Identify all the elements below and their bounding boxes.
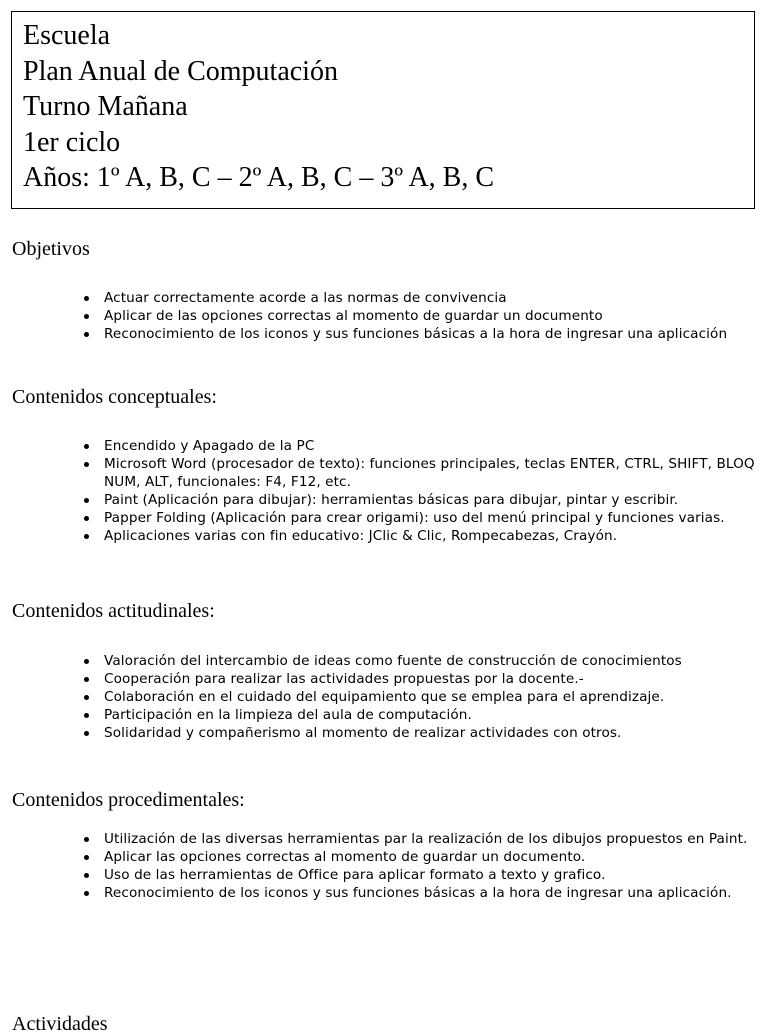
list-item: Solidaridad y compañerismo al momento de realizar actividades con otros. <box>0 724 768 742</box>
plan-title: Plan Anual de Computación <box>23 55 338 87</box>
list-item: Aplicar las opciones correctas al momento de guardar un documento. <box>0 848 768 866</box>
section-title-procedimentales: Contenidos procedimentales: <box>12 789 245 811</box>
list-item: Colaboración en el cuidado del equipamiento que se emplea para el aprendizaje. <box>0 688 768 706</box>
list-item: Aplicar de las opciones correctas al momento de guardar un documento <box>0 307 768 325</box>
list-item: Paint (Aplicación para dibujar): herramientas básicas para dibujar, pintar y escribir. <box>0 491 768 509</box>
list-item: Reconocimiento de los iconos y sus funciones básicas a la hora de ingresar una aplicación. <box>0 884 768 902</box>
cycle-label: 1er ciclo <box>23 126 121 158</box>
school-label: Escuela <box>23 20 111 51</box>
list-item: Cooperación para realizar las actividades propuestas por la docente.- <box>0 670 768 688</box>
list-item: Aplicaciones varias con fin educativo: JClic & Clic, Rompecabezas, Crayón. <box>0 527 768 545</box>
list-item: Microsoft Word (procesador de texto): funciones principales, teclas ENTER, CTRL, SHIFT, BLOQ NUM, ALT, funcionales: F4, F12, etc. <box>0 455 768 491</box>
list-item: Papper Folding (Aplicación para crear origami): uso del menú principal y funciones varias. <box>0 509 768 527</box>
list-item: Uso de las herramientas de Office para aplicar formato a texto y grafico. <box>0 866 768 884</box>
conceptuales-list <box>0 437 768 545</box>
list-item: Reconocimiento de los iconos y sus funciones básicas a la hora de ingresar una aplicación <box>0 325 768 343</box>
shift-label: Turno Mañana <box>23 91 188 122</box>
list-item: Actuar correctamente acorde a las normas de convivencia <box>0 289 768 307</box>
objetivos-list <box>0 289 768 343</box>
years-label: Años: 1º A, B, C – 2º A, B, C – 3º A, B, C <box>23 162 495 193</box>
section-title-actividades-partial: Actividades <box>12 1013 108 1035</box>
section-title-objetivos: Objetivos <box>12 238 90 260</box>
list-item: Utilización de las diversas herramientas par la realización de los dibujos propuestos en Paint. <box>0 830 768 848</box>
actitudinales-list <box>0 652 768 742</box>
section-title-actitudinales: Contenidos actitudinales: <box>12 600 215 622</box>
list-item: Participación en la limpieza del aula de computación. <box>0 706 768 724</box>
list-item: Valoración del intercambio de ideas como fuente de construcción de conocimientos <box>0 652 768 670</box>
list-item: Encendido y Apagado de la PC <box>0 437 768 455</box>
procedimentales-list <box>0 830 768 902</box>
document-header-box <box>11 11 755 209</box>
section-title-conceptuales: Contenidos conceptuales: <box>12 386 217 408</box>
